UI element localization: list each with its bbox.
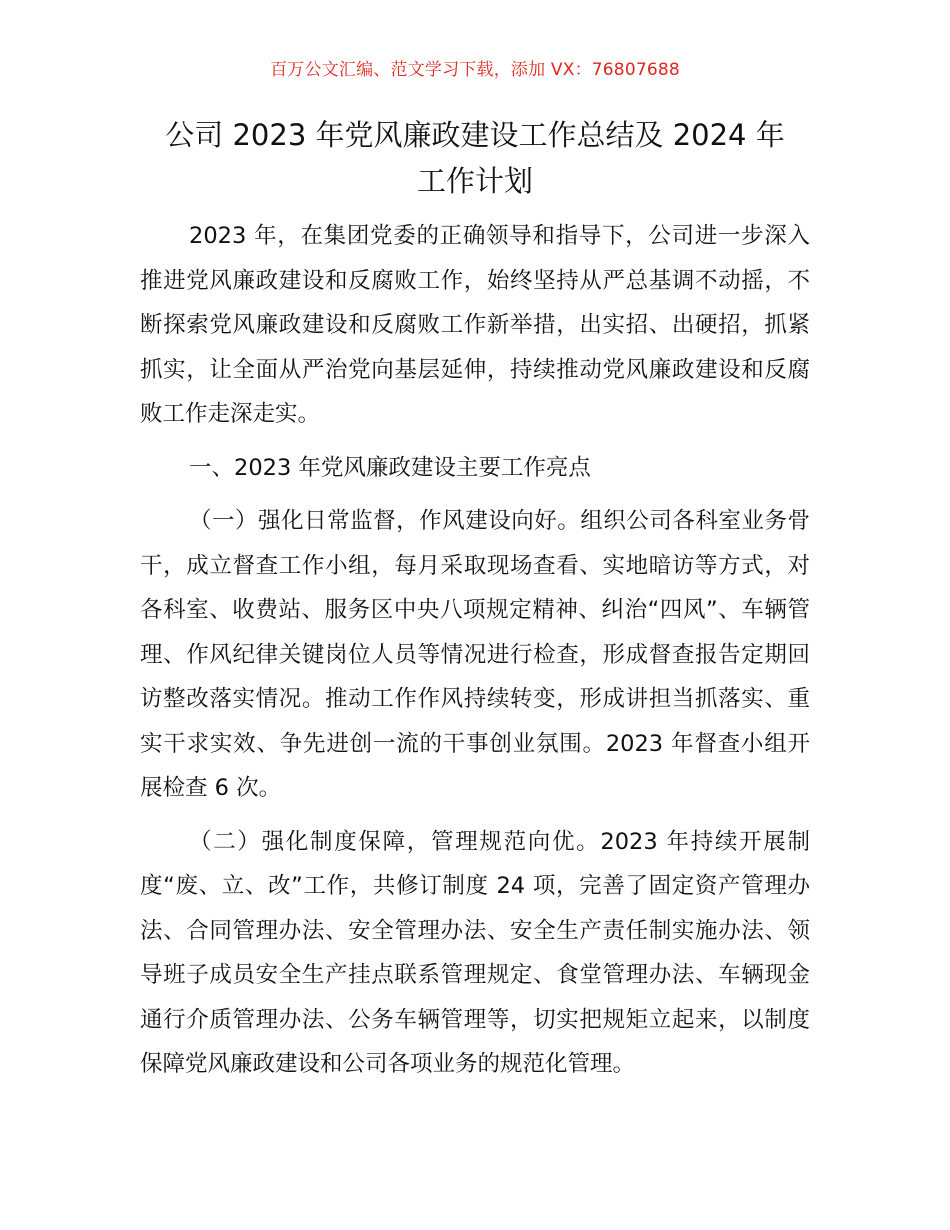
document-body <box>140 214 810 1096</box>
intro-paragraph: 2023 年，在集团党委的正确领导和指导下，公司进一步深入推进党风廉政建设和反腐败工作，始终坚持从严总基调不动摇，不断探索党风廉政建设和反腐败工作新举措，出实招、出硬招，抓紧抓实，让全面从严治党向基层延伸，持续推动党风廉政建设和反腐败工作走深走实。 <box>140 223 810 427</box>
document-title <box>140 112 810 204</box>
title-line-2: 工作计划 <box>416 164 533 198</box>
title-line-1: 公司 2023 年党风廉政建设工作总结及 2024 年 <box>165 118 785 152</box>
section-heading-1: 一、2023 年党风廉政建设主要工作亮点 <box>189 454 591 481</box>
header-note: 百万公文汇编、范文学习下载，添加 VX：76807688 <box>270 60 680 80</box>
item-paragraph-2: （二）强化制度保障，管理规范向优。2023 年持续开展制度“废、立、改”工作，共修订制度 24 项，完善了固定资产管理办法、合同管理办法、安全管理办法、安全生产责任制实施办法、领导班子成员安全生产挂点联系管理规定、食堂管理办法、车辆现金通行介质管理办法、公务车辆管理等，切实把规矩立起来，以制度保障党风廉政建设和公司各项业务的规范化管理。 <box>140 828 810 1077</box>
item-paragraph-1: （一）强化日常监督，作风建设向好。组织公司各科室业务骨干，成立督查工作小组，每月采取现场查看、实地暗访等方式，对各科室、收费站、服务区中央八项规定精神、纠治“四风”、车辆管理、作风纪律关键岗位人员等情况进行检查，形成督查报告定期回访整改落实情况。推动工作作风持续转变，形成讲担当抓落实、重实干求实效、争先进创一流的干事创业氛围。2023 年督查小组开展检查 6 次。 <box>140 508 810 801</box>
